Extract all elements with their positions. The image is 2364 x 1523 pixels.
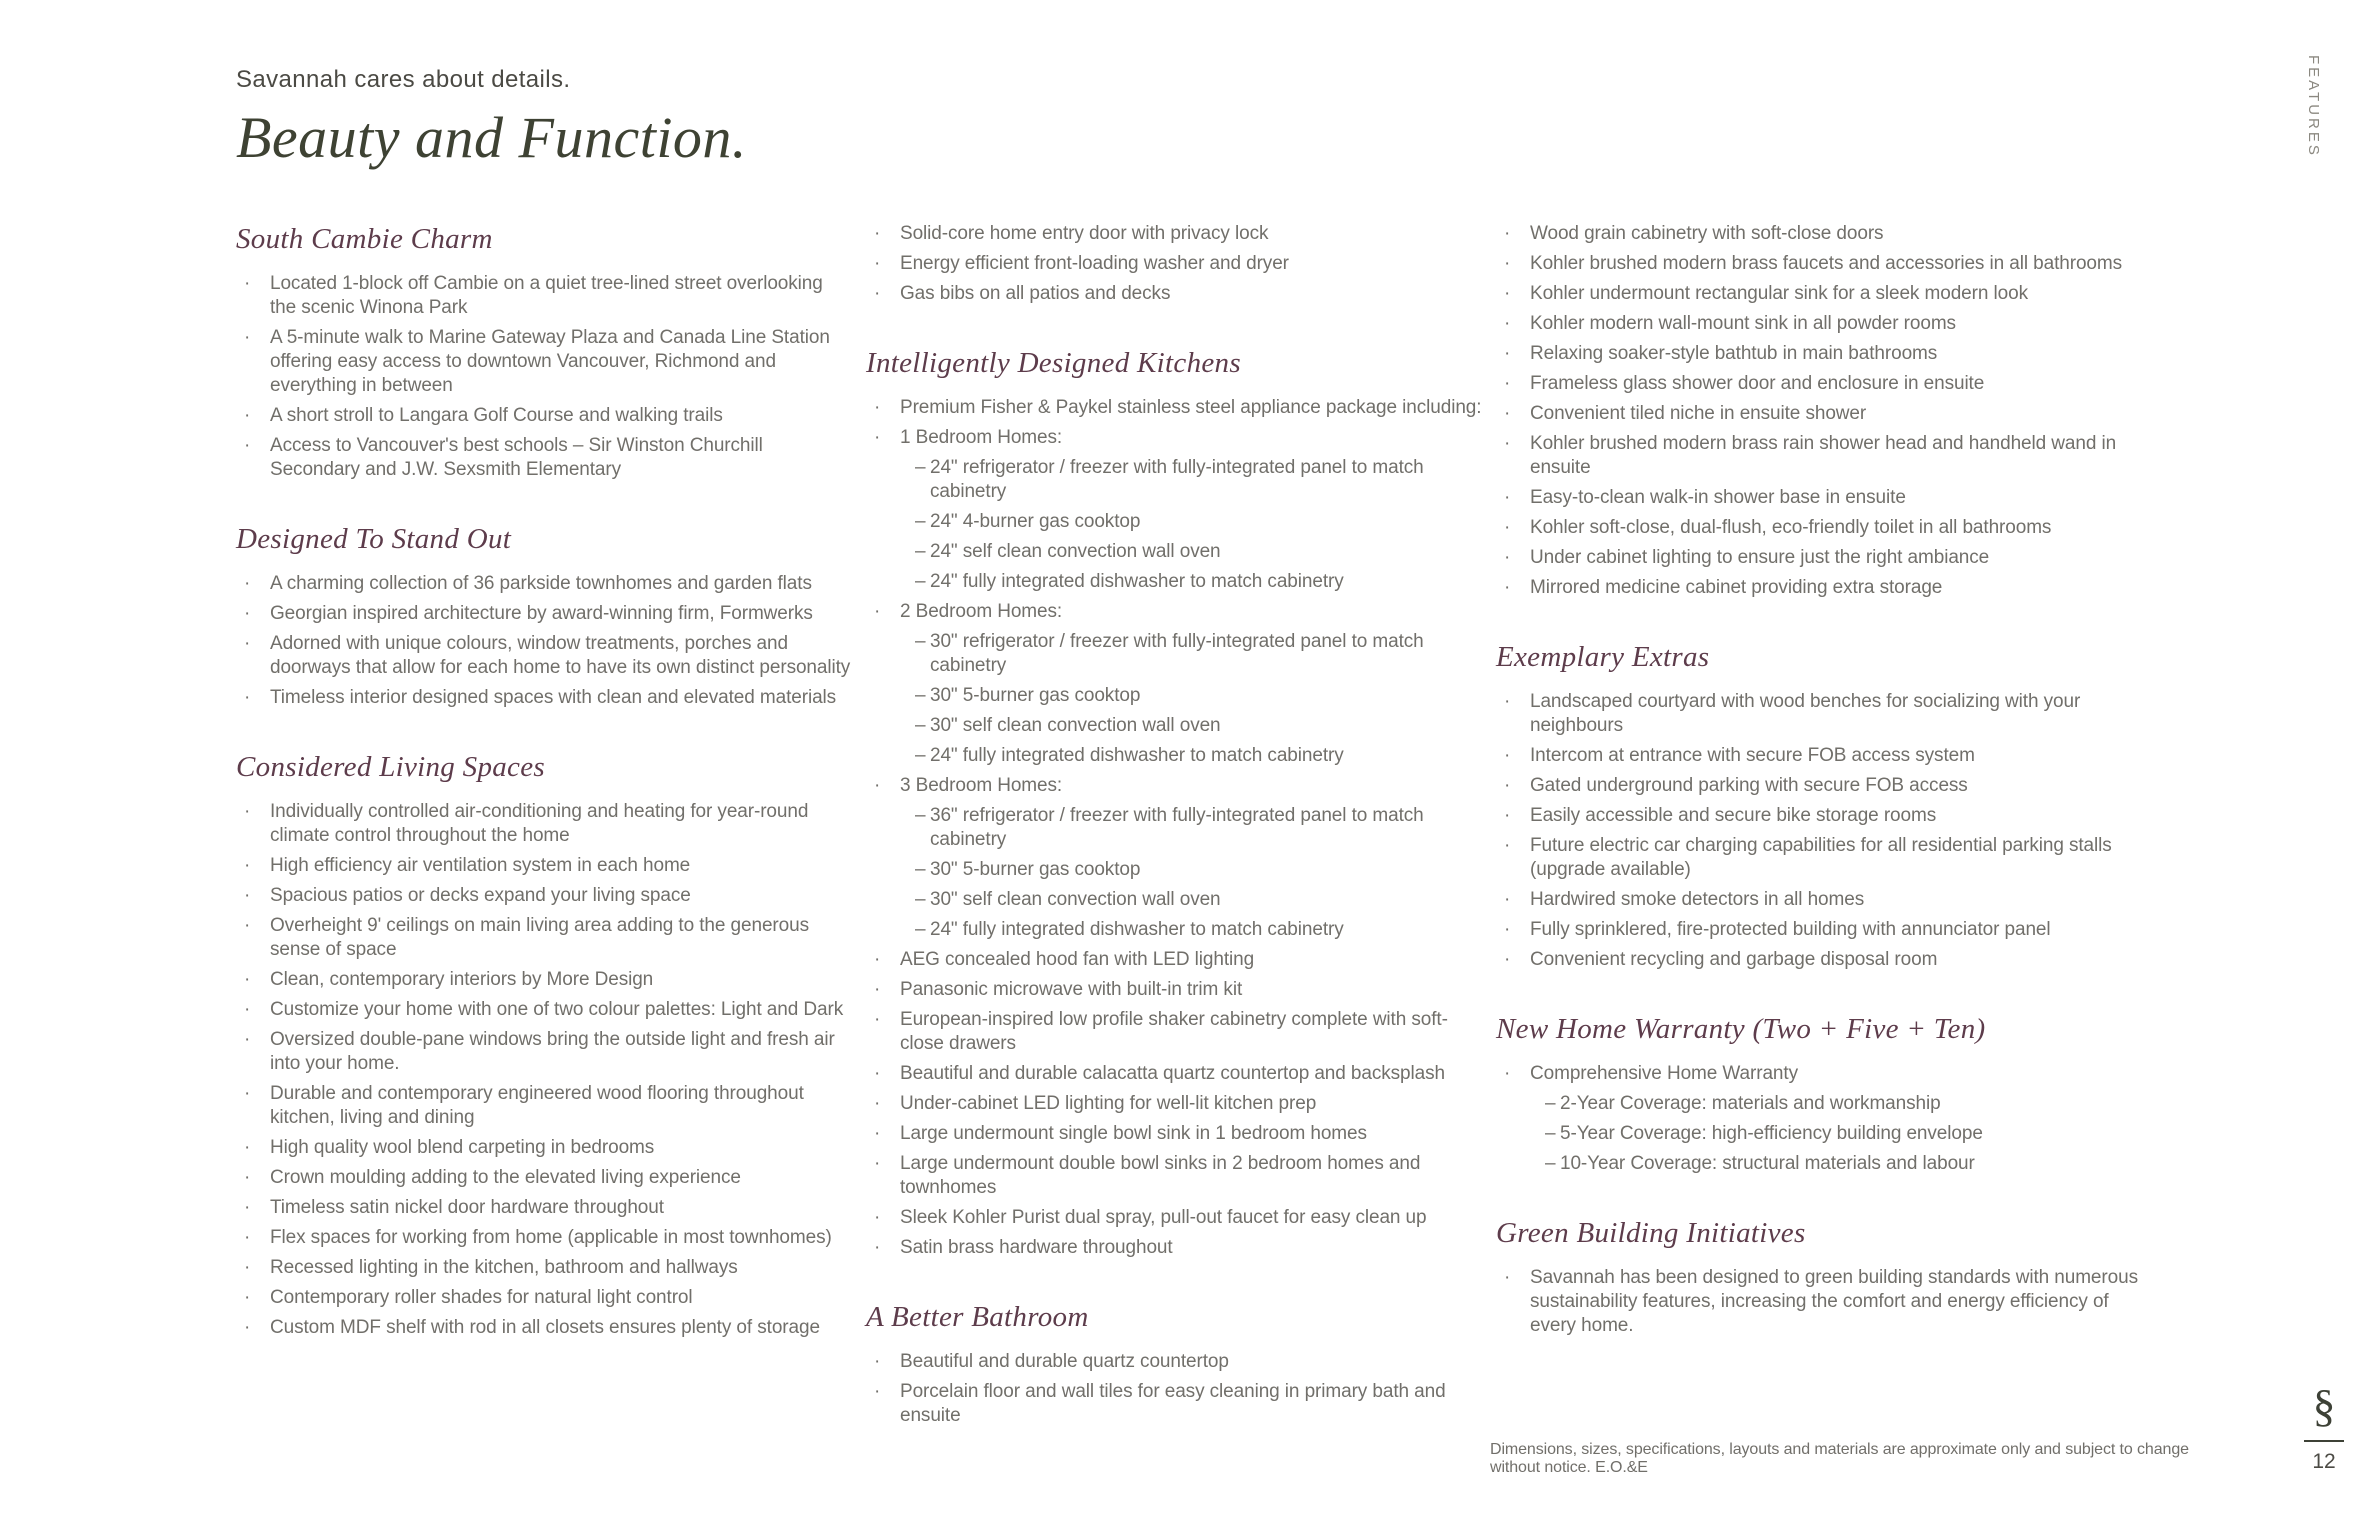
feature-item [236,1226,854,1250]
feature-item [866,1008,1484,1056]
feature-section [1496,222,2146,600]
dash-icon: – [1545,1123,1556,1144]
feature-text: Easy-to-clean walk-in shower base in ensuite [1530,487,1906,508]
feature-subitem [915,804,1484,852]
bullet-icon: · [1504,373,1511,394]
feature-item [1496,432,2146,480]
feature-item [866,1152,1484,1200]
side-tab-label: FEATURES [2305,55,2322,158]
feature-text: Kohler undermount rectangular sink for a sleek modern look [1530,283,2028,304]
feature-item [1496,252,2146,276]
feature-item [866,222,1484,246]
bullet-icon: · [874,1207,881,1228]
bullet-icon: · [874,775,881,796]
feature-section [1496,1012,2146,1176]
feature-item [866,282,1484,306]
feature-subtext: 2-Year Coverage: materials and workmanship [1560,1093,1941,1114]
feature-subtext: 24" refrigerator / freezer with fully-integrated panel to match cabinetry [930,457,1424,502]
feature-item [236,272,854,320]
feature-item [1496,282,2146,306]
feature-subitem [915,858,1484,882]
feature-item [236,1256,854,1280]
page-title: Beauty and Function. [236,105,747,170]
feature-sublist [1545,1092,2146,1176]
feature-list [236,572,854,710]
feature-sublist [915,456,1484,594]
bullet-icon: · [244,1167,251,1188]
bullet-icon: · [244,1083,251,1104]
dash-icon: – [915,889,926,910]
feature-section [866,222,1484,306]
feature-text: Comprehensive Home Warranty [1530,1063,1798,1084]
bullet-icon: · [244,327,251,348]
feature-text: Recessed lighting in the kitchen, bathroom and hallways [270,1257,738,1278]
section-heading: New Home Warranty (Two + Five + Ten) [1496,1013,1986,1045]
feature-item [1496,222,2146,246]
bullet-icon: · [244,405,251,426]
bullet-icon: · [1504,487,1511,508]
bullet-icon: · [244,273,251,294]
feature-text: 2 Bedroom Homes: [900,601,1063,622]
feature-list [866,396,1484,1260]
bullet-icon: · [1504,775,1511,796]
feature-text: Satin brass hardware throughout [900,1237,1173,1258]
feature-section [236,522,854,710]
feature-item [236,434,854,482]
feature-text: Kohler brushed modern brass rain shower head and handheld wand in ensuite [1530,433,2117,478]
feature-item [1496,516,2146,540]
bullet-icon: · [874,397,881,418]
bullet-icon: · [874,1093,881,1114]
feature-subtext: 30" self clean convection wall oven [930,889,1221,910]
feature-text: Access to Vancouver's best schools – Sir Winston Churchill Secondary and J.W. Sexsmith Elementary [270,435,763,480]
feature-item [236,1196,854,1220]
feature-item [866,426,1484,594]
feature-text: Located 1-block off Cambie on a quiet tree-lined street overlooking the scenic Winona Park [270,273,823,318]
feature-item [866,1062,1484,1086]
feature-item [236,326,854,398]
feature-item [866,600,1484,768]
bullet-icon: · [874,1237,881,1258]
bullet-icon: · [244,633,251,654]
bullet-icon: · [874,1123,881,1144]
feature-subtext: 30" refrigerator / freezer with fully-integrated panel to match cabinetry [930,631,1424,676]
feature-text: Contemporary roller shades for natural light control [270,1287,693,1308]
feature-text: 1 Bedroom Homes: [900,427,1063,448]
feature-subitem [915,630,1484,678]
feature-sublist [915,804,1484,942]
features-column [1496,222,2146,1434]
feature-text: Kohler modern wall-mount sink in all powder rooms [1530,313,1956,334]
feature-item [1496,834,2146,882]
bullet-icon: · [1504,343,1511,364]
feature-subtext: 5-Year Coverage: high-efficiency building envelope [1560,1123,1983,1144]
feature-text: Oversized double-pane windows bring the outside light and fresh air into your home. [270,1029,835,1074]
feature-text: Customize your home with one of two colour palettes: Light and Dark [270,999,844,1020]
feature-item [236,998,854,1022]
feature-text: Gas bibs on all patios and decks [900,283,1171,304]
feature-item [866,1206,1484,1230]
bullet-icon: · [874,1009,881,1030]
dash-icon: – [1545,1153,1556,1174]
dash-icon: – [915,859,926,880]
dash-icon: – [915,511,926,532]
feature-text: High efficiency air ventilation system in each home [270,855,691,876]
bullet-icon: · [244,915,251,936]
bullet-icon: · [1504,949,1511,970]
section-heading: Intelligently Designed Kitchens [866,347,1241,379]
page-eyebrow: Savannah cares about details. [236,66,571,93]
feature-text: Timeless satin nickel door hardware throughout [270,1197,664,1218]
features-column [866,222,1484,1434]
feature-section [1496,1216,2146,1338]
feature-section [236,222,854,482]
feature-item [236,914,854,962]
feature-item [866,948,1484,972]
feature-item [1496,774,2146,798]
bullet-icon: · [874,1351,881,1372]
feature-text: Fully sprinklered, fire-protected building with annunciator panel [1530,919,2051,940]
feature-list [1496,1062,2146,1176]
feature-list [866,1350,1484,1428]
feature-text: Spacious patios or decks expand your living space [270,885,691,906]
feature-text: Beautiful and durable quartz countertop [900,1351,1229,1372]
feature-text: Hardwired smoke detectors in all homes [1530,889,1865,910]
bullet-icon: · [874,601,881,622]
bullet-icon: · [1504,919,1511,940]
feature-text: Energy efficient front-loading washer and dryer [900,253,1289,274]
feature-text: Kohler soft-close, dual-flush, eco-friendly toilet in all bathrooms [1530,517,2052,538]
feature-subitem [1545,1152,2146,1176]
feature-text: A charming collection of 36 parkside townhomes and garden flats [270,573,812,594]
feature-text: Clean, contemporary interiors by More Design [270,969,654,990]
feature-text: AEG concealed hood fan with LED lighting [900,949,1255,970]
feature-subitem [915,888,1484,912]
bullet-icon: · [874,253,881,274]
feature-item [866,252,1484,276]
bullet-icon: · [244,687,251,708]
features-column [236,222,854,1434]
feature-text: Intercom at entrance with secure FOB access system [1530,745,1975,766]
bullet-icon: · [244,1227,251,1248]
dash-icon: – [915,685,926,706]
feature-list [1496,222,2146,600]
bullet-icon: · [1504,283,1511,304]
bullet-icon: · [1504,253,1511,274]
feature-item [866,1122,1484,1146]
feature-text: Sleek Kohler Purist dual spray, pull-out faucet for easy clean up [900,1207,1427,1228]
dash-icon: – [915,715,926,736]
feature-text: Future electric car charging capabilities for all residential parking stalls (upgrade available) [1530,835,2112,880]
feature-item [1496,1266,2146,1338]
bullet-icon: · [1504,517,1511,538]
dash-icon: – [915,805,926,826]
feature-item [1496,744,2146,768]
feature-text: Under cabinet lighting to ensure just the right ambiance [1530,547,1990,568]
feature-list [866,222,1484,306]
feature-text: Convenient recycling and garbage disposal room [1530,949,1938,970]
feature-text: Porcelain floor and wall tiles for easy cleaning in primary bath and ensuite [900,1381,1446,1426]
bullet-icon: · [244,603,251,624]
feature-text: Solid-core home entry door with privacy lock [900,223,1269,244]
feature-sublist [915,630,1484,768]
feature-text: Frameless glass shower door and enclosure in ensuite [1530,373,1985,394]
feature-item [1496,804,2146,828]
feature-item [1496,372,2146,396]
features-columns [236,222,2146,1434]
bullet-icon: · [244,1197,251,1218]
feature-text: European-inspired low profile shaker cabinetry complete with soft-close drawers [900,1009,1448,1054]
feature-item [236,404,854,428]
bullet-icon: · [244,969,251,990]
feature-subitem [915,570,1484,594]
section-heading: Exemplary Extras [1496,641,1710,673]
page-corner [2294,1382,2354,1474]
feature-item [1496,888,2146,912]
feature-text: Relaxing soaker-style bathtub in main bathrooms [1530,343,1938,364]
dash-icon: – [915,631,926,652]
bullet-icon: · [244,885,251,906]
feature-subtext: 24" fully integrated dishwasher to match cabinetry [930,919,1344,940]
feature-item [236,1136,854,1160]
feature-item [1496,948,2146,972]
bullet-icon: · [1504,745,1511,766]
bullet-icon: · [1504,1267,1511,1288]
feature-subitem [915,510,1484,534]
feature-text: Kohler brushed modern brass faucets and accessories in all bathrooms [1530,253,2123,274]
feature-subtext: 24" self clean convection wall oven [930,541,1221,562]
feature-subtext: 24" fully integrated dishwasher to match cabinetry [930,571,1344,592]
feature-item [1496,402,2146,426]
bullet-icon: · [1504,835,1511,856]
feature-item [236,632,854,680]
bullet-icon: · [1504,691,1511,712]
savannah-logo-icon: § [2312,1380,2336,1431]
bullet-icon: · [1504,577,1511,598]
feature-text: Durable and contemporary engineered wood flooring throughout kitchen, living and dining [270,1083,804,1128]
section-heading: A Better Bathroom [866,1301,1089,1333]
dash-icon: – [915,457,926,478]
bullet-icon: · [244,1287,251,1308]
feature-item [1496,690,2146,738]
feature-text: Under-cabinet LED lighting for well-lit kitchen prep [900,1093,1317,1114]
feature-text: Easily accessible and secure bike storage rooms [1530,805,1937,826]
feature-item [1496,486,2146,510]
feature-list [1496,690,2146,972]
feature-text: Georgian inspired architecture by award-winning firm, Formwerks [270,603,813,624]
feature-list [236,800,854,1340]
bullet-icon: · [244,1317,251,1338]
feature-text: Adorned with unique colours, window treatments, porches and doorways that allow for each home to have its own distinct personality [270,633,851,678]
feature-subitem [1545,1092,2146,1116]
feature-text: Large undermount single bowl sink in 1 bedroom homes [900,1123,1367,1144]
dash-icon: – [915,745,926,766]
feature-text: A 5-minute walk to Marine Gateway Plaza and Canada Line Station offering easy access to downtown Vancouver, Richmond and everything in between [270,327,830,396]
feature-list [236,272,854,482]
bullet-icon: · [1504,433,1511,454]
section-heading: Designed To Stand Out [236,523,512,555]
bullet-icon: · [244,1137,251,1158]
bullet-icon: · [244,435,251,456]
feature-item [1496,1062,2146,1176]
feature-subtext: 30" 5-burner gas cooktop [930,859,1141,880]
feature-item [866,1380,1484,1428]
bullet-icon: · [1504,403,1511,424]
bullet-icon: · [1504,547,1511,568]
bullet-icon: · [874,1063,881,1084]
feature-subitem [915,714,1484,738]
feature-item [236,968,854,992]
feature-item [866,774,1484,942]
feature-item [1496,576,2146,600]
feature-text: Wood grain cabinetry with soft-close doors [1530,223,1884,244]
feature-text: Beautiful and durable calacatta quartz countertop and backsplash [900,1063,1445,1084]
bullet-icon: · [874,427,881,448]
feature-subtext: 36" refrigerator / freezer with fully-integrated panel to match cabinetry [930,805,1424,850]
section-heading: South Cambie Charm [236,223,493,255]
bullet-icon: · [1504,889,1511,910]
bullet-icon: · [1504,223,1511,244]
feature-section [236,750,854,1340]
feature-item [866,978,1484,1002]
feature-item [236,602,854,626]
feature-text: High quality wool blend carpeting in bedrooms [270,1137,655,1158]
feature-item [236,800,854,848]
dash-icon: – [915,571,926,592]
feature-text: 3 Bedroom Homes: [900,775,1063,796]
feature-section [1496,640,2146,972]
dash-icon: – [1545,1093,1556,1114]
bullet-icon: · [874,1153,881,1174]
bullet-icon: · [1504,313,1511,334]
feature-subitem [1545,1122,2146,1146]
feature-subtext: 30" 5-burner gas cooktop [930,685,1141,706]
bullet-icon: · [874,223,881,244]
feature-text: Landscaped courtyard with wood benches for socializing with your neighbours [1530,691,2081,736]
section-heading: Green Building Initiatives [1496,1217,1806,1249]
bullet-icon: · [244,573,251,594]
feature-item [866,396,1484,420]
feature-subitem [915,684,1484,708]
feature-text: Individually controlled air-conditioning and heating for year-round climate control throughout the home [270,801,809,846]
dash-icon: – [915,919,926,940]
feature-section [866,346,1484,1260]
page-header [236,66,747,171]
bullet-icon: · [874,283,881,304]
feature-item [866,1092,1484,1116]
feature-text: Custom MDF shelf with rod in all closets ensures plenty of storage [270,1317,820,1338]
bullet-icon: · [874,1381,881,1402]
feature-item [236,572,854,596]
bullet-icon: · [1504,1063,1511,1084]
feature-item [236,686,854,710]
dash-icon: – [915,541,926,562]
section-heading: Considered Living Spaces [236,751,545,783]
page-number: 12 [2312,1450,2336,1473]
feature-subtext: 30" self clean convection wall oven [930,715,1221,736]
feature-text: Overheight 9' ceilings on main living area adding to the generous sense of space [270,915,809,960]
feature-text: Premium Fisher & Paykel stainless steel appliance package including: [900,397,1482,418]
feature-text: Flex spaces for working from home (applicable in most townhomes) [270,1227,832,1248]
feature-text: Savannah has been designed to green building standards with numerous sustainability features, increasing the comfort and energy efficiency of every home. [1530,1267,2138,1336]
feature-subitem [915,918,1484,942]
logo-divider [2304,1440,2344,1442]
feature-item [1496,342,2146,366]
bullet-icon: · [874,949,881,970]
feature-text: Large undermount double bowl sinks in 2 bedroom homes and townhomes [900,1153,1421,1198]
feature-subtext: 24" fully integrated dishwasher to match cabinetry [930,745,1344,766]
bullet-icon: · [244,801,251,822]
feature-section [866,1300,1484,1428]
feature-subitem [915,540,1484,564]
feature-subitem [915,744,1484,768]
feature-item [866,1236,1484,1260]
feature-subitem [915,456,1484,504]
feature-item [866,1350,1484,1374]
feature-subtext: 24" 4-burner gas cooktop [930,511,1141,532]
bullet-icon: · [1504,805,1511,826]
feature-item [236,884,854,908]
feature-item [1496,918,2146,942]
feature-text: Panasonic microwave with built-in trim kit [900,979,1243,1000]
footer-disclaimer: Dimensions, sizes, specifications, layouts and materials are approximate only and subject to change without notice. E.O.&E [1490,1441,2189,1476]
feature-item [1496,546,2146,570]
feature-subtext: 10-Year Coverage: structural materials and labour [1560,1153,1975,1174]
bullet-icon: · [874,979,881,1000]
feature-text: Gated underground parking with secure FOB access [1530,775,1968,796]
feature-list [1496,1266,2146,1338]
feature-text: Convenient tiled niche in ensuite shower [1530,403,1867,424]
feature-item [236,1028,854,1076]
feature-text: Crown moulding adding to the elevated living experience [270,1167,741,1188]
bullet-icon: · [244,855,251,876]
feature-text: Mirrored medicine cabinet providing extra storage [1530,577,1943,598]
feature-item [236,854,854,878]
feature-item [1496,312,2146,336]
feature-text: A short stroll to Langara Golf Course and walking trails [270,405,723,426]
feature-item [236,1316,854,1340]
feature-item [236,1286,854,1310]
bullet-icon: · [244,1029,251,1050]
bullet-icon: · [244,1257,251,1278]
bullet-icon: · [244,999,251,1020]
feature-text: Timeless interior designed spaces with clean and elevated materials [270,687,837,708]
feature-item [236,1166,854,1190]
feature-item [236,1082,854,1130]
